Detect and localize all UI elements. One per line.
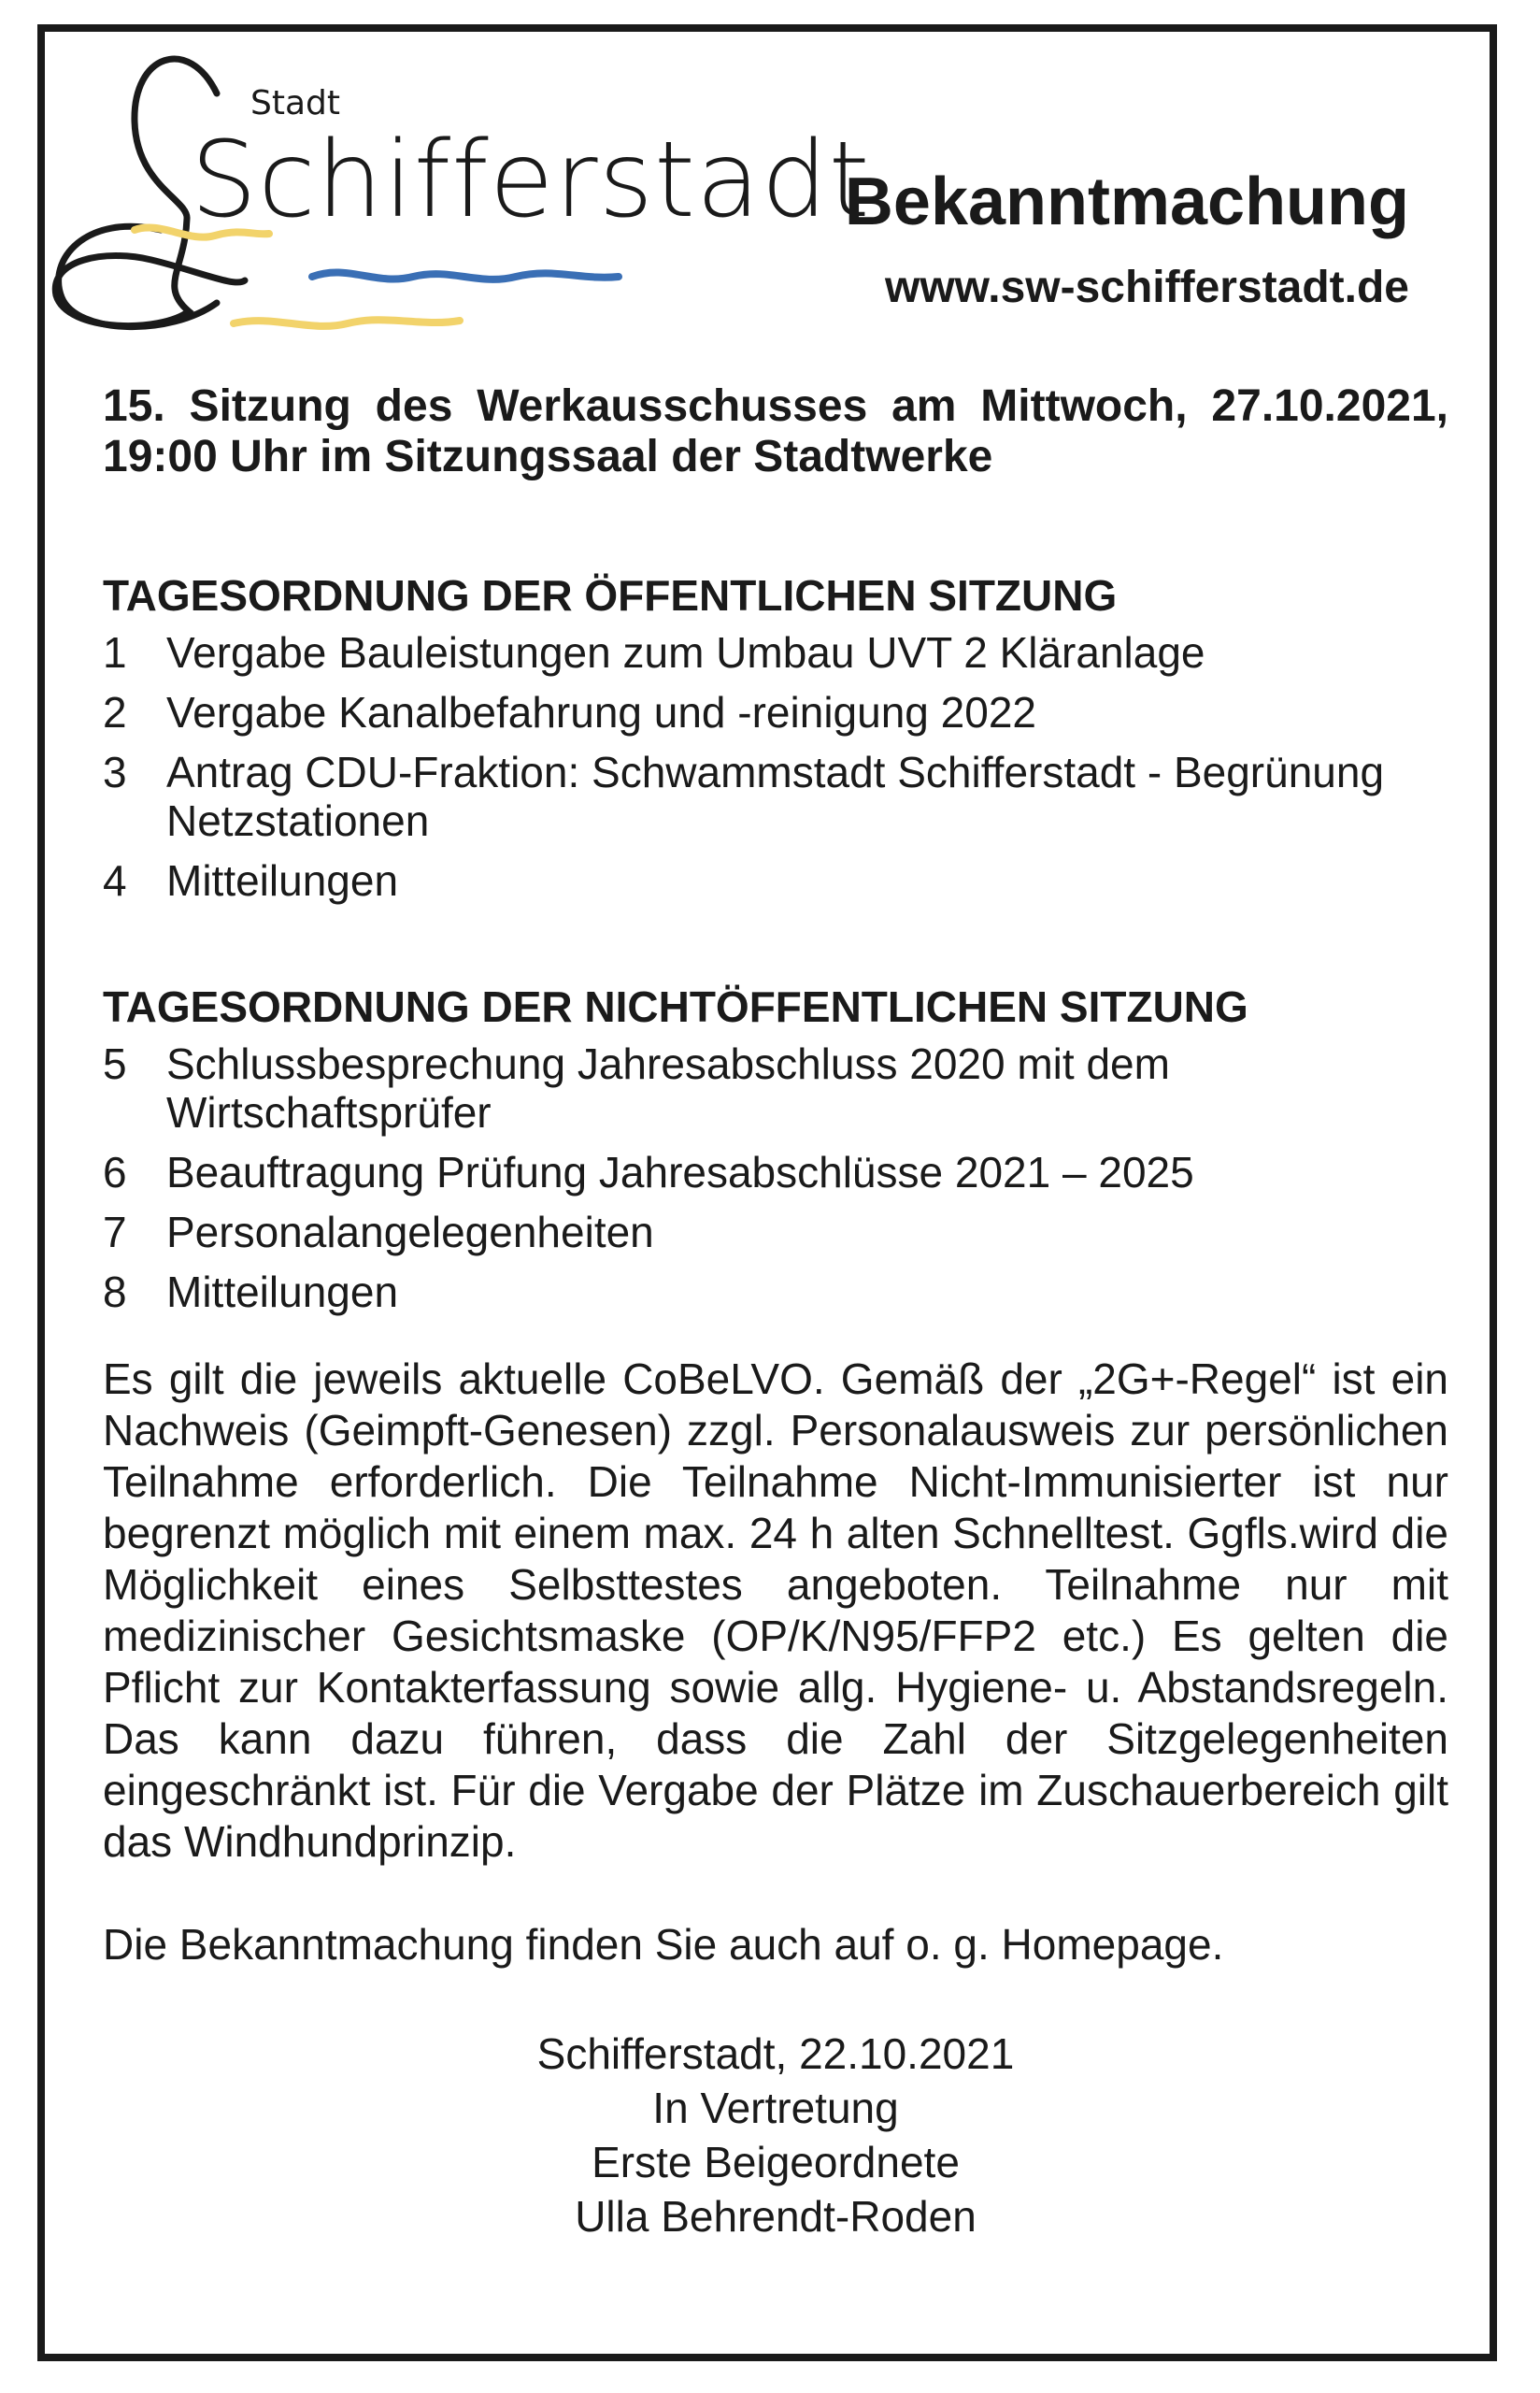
signature-name: Ulla Behrendt-Roden: [575, 2192, 977, 2241]
agenda-item: [103, 688, 1448, 737]
agenda-item: [103, 1148, 1448, 1196]
agenda-item: [103, 628, 1448, 677]
logo-city-name: Schifferstadt: [191, 120, 871, 241]
agenda-item-text: Beauftragung Prüfung Jahresabschlüsse 2021 – 2025: [166, 1148, 1194, 1196]
meeting-heading: 15. Sitzung des Werkausschusses am Mittwoch, 27.10.2021, 19:00 Uhr im Sitzungssaal der Stadtwerke: [103, 381, 1448, 481]
covid-notice: Es gilt die jeweils aktuelle CoBeLVO. Gemäß der „2G+-Regel“ ist ein Nachweis (Geimpft-Genesen) zzgl. Personalausweis zur persönlichen Teilnahme erforderlich. Die Teilnahme Nicht-Immunisierter ist nur begrenzt möglich mit einem max. 24 h alten Schnelltest. Ggfls.wird die Möglichkeit eines Selbsttestes angeboten. Teilnahme nur mit medizinischer Gesichtsmaske (OP/K/N95/FFP2 etc.) Es gelten die Pflicht zur Kontakterfassung sowie allg. Hygiene- u. Abstandsregeln. Das kann dazu führen, dass die Zahl der Sitzgelegenheiten eingeschränkt ist. Für die Vergabe der Plätze im Zuschauerbereich gilt das Windhundprinzip.: [103, 1354, 1448, 1866]
announcement-body: [103, 381, 1448, 2243]
agenda-item-number: 3: [103, 748, 127, 796]
agenda-item-number: 4: [103, 856, 127, 905]
agenda-item: [103, 748, 1448, 845]
agenda-item: [103, 1039, 1448, 1137]
public-agenda-title: TAGESORDNUNG DER ÖFFENTLICHEN SITZUNG: [103, 571, 1118, 620]
signature-role: Erste Beigeordnete: [592, 2138, 960, 2186]
agenda-item-text: Schlussbesprechung Jahresabschluss 2020 mit dem Wirtschaftsprüfer: [166, 1039, 1170, 1137]
agenda-item: [103, 856, 1448, 905]
agenda-item-number: 5: [103, 1039, 127, 1088]
agenda-item-text: Mitteilungen: [166, 856, 399, 905]
website-url: www.sw-schifferstadt.de: [885, 263, 1409, 312]
agenda-item-text: Mitteilungen: [166, 1268, 399, 1316]
agenda-item-text: Vergabe Bauleistungen zum Umbau UVT 2 Kläranlage: [166, 628, 1205, 677]
agenda-item-text: Vergabe Kanalbefahrung und -reinigung 2022: [166, 688, 1036, 737]
private-agenda-list: [103, 1039, 1448, 1316]
agenda-item-number: 8: [103, 1268, 127, 1316]
public-agenda-list: [103, 628, 1448, 905]
agenda-item-number: 2: [103, 688, 127, 737]
announcement-title: Bekanntmachung: [844, 165, 1409, 239]
agenda-item-text: Personalangelegenheiten: [166, 1208, 654, 1256]
private-agenda-title: TAGESORDNUNG DER NICHTÖFFENTLICHEN SITZUNG: [103, 982, 1248, 1031]
city-logo: [49, 36, 871, 344]
agenda-item: [103, 1268, 1448, 1316]
logo-city-label: Stadt: [250, 84, 340, 122]
signature-place-date: Schifferstadt, 22.10.2021: [536, 2029, 1015, 2078]
logo-yellow-wave-2: [234, 320, 460, 326]
agenda-item-text: Antrag CDU-Fraktion: Schwammstadt Schifferstadt - Begrünung Netzstationen: [166, 748, 1385, 845]
signature-representation: In Vertretung: [652, 2084, 899, 2132]
agenda-item-number: 6: [103, 1148, 127, 1196]
signature-block: [103, 2027, 1448, 2243]
agenda-item: [103, 1208, 1448, 1256]
agenda-item-number: 7: [103, 1208, 127, 1256]
homepage-note: Die Bekanntmachung finden Sie auch auf o. g. Homepage.: [103, 1920, 1224, 1969]
agenda-item-number: 1: [103, 628, 127, 677]
logo-blue-wave: [312, 272, 619, 279]
